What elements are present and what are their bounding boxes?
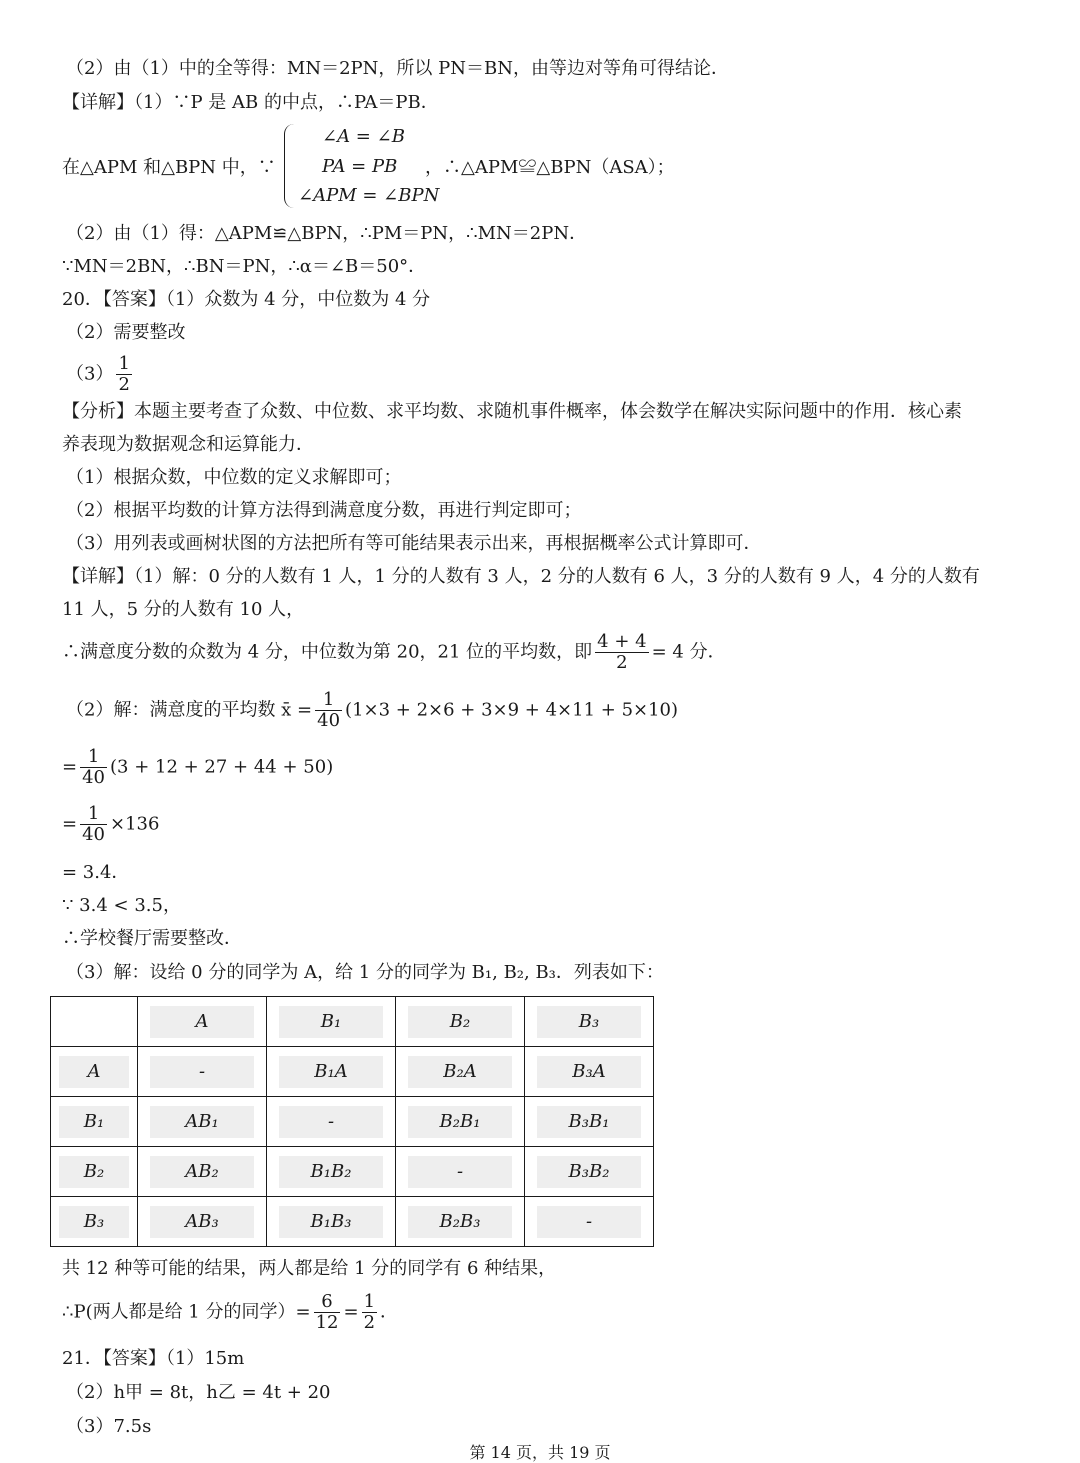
text-line: （1）根据众数，中位数的定义求解即可；	[66, 467, 402, 488]
fraction: $\frac{6}{12}$	[315, 1291, 339, 1333]
fraction: $\frac{1}{40}$	[317, 689, 341, 731]
table-cell: B₂B₃	[408, 1206, 513, 1238]
table-cell: AB₂	[150, 1156, 255, 1188]
system-brace	[284, 124, 295, 208]
table-cell: B₂	[59, 1156, 130, 1188]
page-footer: 第 14 页，共 19 页	[469, 1443, 611, 1462]
text-line: （2）根据平均数的计算方法得到满意度分数，再进行判定即可；	[66, 500, 582, 521]
table-cell: B₂A	[408, 1056, 513, 1088]
fraction: $\frac{1}{40}$	[82, 803, 105, 845]
text-line: = 3.4．	[62, 862, 130, 883]
question-21-answer: 21．【答案】（1）15m	[62, 1348, 245, 1369]
fraction: $\frac{1}{40}$	[82, 746, 105, 788]
table-cell: AB₃	[150, 1206, 255, 1238]
table-cell: A	[59, 1056, 130, 1088]
text-line: ∴满意度分数的众数为 4 分，中位数为第 20，21 位的平均数，即 $\frac{4 + 4}{2}$ = 4 分．	[62, 631, 726, 673]
table-row	[51, 1047, 654, 1097]
table-row	[51, 1147, 654, 1197]
table-cell: B₁A	[279, 1056, 384, 1088]
text-line: = $\frac{1}{40}$ (3 + 12 + 27 + 44 + 50)	[62, 746, 334, 788]
text-line: ∴学校餐厅需要整改．	[62, 928, 242, 949]
table-cell: B₃B₂	[537, 1156, 642, 1188]
text-line: （2）需要整改	[66, 322, 186, 343]
table-cell: B₃	[59, 1206, 130, 1238]
table-cell: B₁	[279, 1006, 384, 1038]
table-row	[51, 997, 654, 1047]
text-line: ，∴△APM≌△BPN（ASA）；	[425, 157, 675, 178]
text-line: （3）解：设给 0 分的同学为 A，给 1 分的同学为 B₁, B₂, B₃．列表如下：	[66, 962, 664, 983]
text-line: 养表现为数据观念和运算能力．	[62, 434, 314, 455]
question-20-answer: 20．【答案】（1）众数为 4 分，中位数为 4 分	[62, 289, 431, 310]
text-line: （2）h甲 = 8t，h乙 = 4t + 20	[66, 1382, 331, 1403]
fraction: $\frac{4 + 4}{2}$	[597, 631, 647, 673]
text-line: ∵ 3.4 < 3.5，	[62, 895, 181, 916]
table-cell: -	[537, 1206, 642, 1238]
text-line: ∵MN＝2BN，∴BN＝PN，∴α＝∠B＝50°．	[62, 256, 427, 277]
equation: ∠A = ∠B	[322, 126, 405, 147]
table-row	[51, 1197, 654, 1247]
analysis: 【分析】本题主要考查了众数、中位数、求平均数、求随机事件概率，体会数学在解决实际问题中的作用．核心素	[62, 401, 962, 422]
table-cell: B₂	[408, 1006, 513, 1038]
text-line: （3）7.5s	[66, 1416, 152, 1437]
table-cell: AB₁	[150, 1106, 255, 1138]
table-cell: -	[279, 1106, 384, 1138]
fraction: $\frac{1}{2}$	[363, 1291, 376, 1333]
text-line: （2）解：满意度的平均数 x̄ = $\frac{1}{40}$ (1×3 + 2×6 + 3×9 + 4×11 + 5×10)	[66, 689, 679, 731]
detail: 【详解】（1）解：0 分的人数有 1 人，1 分的人数有 3 人，2 分的人数有 6 人，3 分的人数有 9 人，4 分的人数有	[62, 566, 980, 587]
table-cell: B₃B₁	[537, 1106, 642, 1138]
table-cell: -	[408, 1156, 513, 1188]
text-line: 【详解】（1）∵P 是 AB 的中点，∴PA＝PB．	[62, 92, 439, 113]
text-line: （3） $\frac{1}{2}$	[66, 353, 130, 395]
table-cell: B₃	[537, 1006, 642, 1038]
table-cell: -	[150, 1056, 255, 1088]
text-line: （2）由（1）中的全等得：MN＝2PN，所以 PN＝BN，由等边对等角可得结论．	[66, 58, 729, 79]
equation: ∠APM = ∠BPN	[298, 185, 440, 206]
text-line: 在△APM 和△BPN 中，∵	[62, 157, 276, 178]
table-cell: B₂B₁	[408, 1106, 513, 1138]
text-line: 共 12 种等可能的结果，两人都是给 1 分的同学有 6 种结果，	[62, 1258, 557, 1279]
table-cell: A	[150, 1006, 255, 1038]
text-line: = $\frac{1}{40}$ ×136	[62, 803, 160, 845]
outcome-table	[50, 996, 654, 1247]
text-line: （2）由（1）得：△APM≌△BPN，∴PM＝PN，∴MN＝2PN．	[66, 223, 588, 244]
text-line: ∴P(两人都是给 1 分的同学）= $\frac{6}{12}$ = $\frac{1}{2}$ ．	[62, 1291, 399, 1333]
fraction: $\frac{1}{2}$	[118, 353, 130, 395]
table-cell: B₁B₂	[279, 1156, 384, 1188]
text-line: （3）用列表或画树状图的方法把所有等可能结果表示出来，再根据概率公式计算即可．	[66, 533, 762, 554]
detail-tag: 【详解】	[62, 92, 134, 113]
table-cell: B₃A	[537, 1056, 642, 1088]
text-line: 11 人，5 分的人数有 10 人，	[62, 599, 305, 620]
table-cell: B₁B₃	[279, 1206, 384, 1238]
table-row	[51, 1097, 654, 1147]
equation: PA = PB	[322, 156, 398, 177]
table-cell: B₁	[59, 1106, 130, 1138]
